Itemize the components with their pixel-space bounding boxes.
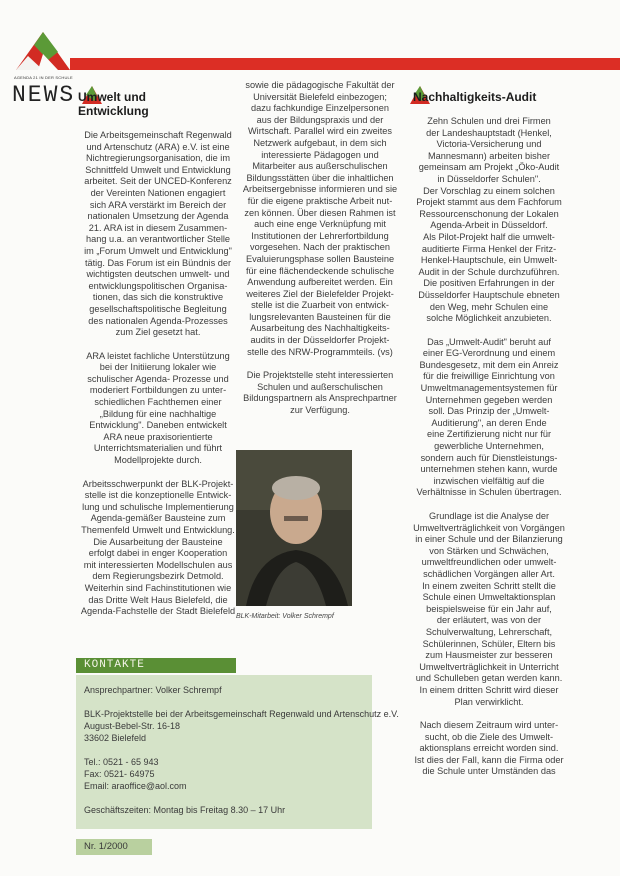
heading-umwelt-entwicklung [78, 90, 149, 118]
paragraph: ARA leistet fachliche Unterstützung bei der Initiierung lokaler wie schulischer Agenda- Prozesse und moderiert Fortbildungen zu unter- schiedlichen Fachthemen einer „Bildung für eine nachhaltige Entwicklung". Daneben entwickelt ARA neue praxisorientierte Unterrichtsmaterialien und führt Modellprojekte durch. [86, 350, 230, 466]
column-middle [240, 80, 400, 429]
portrait-photo [236, 450, 352, 606]
contact-street: August-Bebel-Str. 16-18 [84, 721, 181, 731]
contact-box [76, 675, 399, 829]
column-left [79, 130, 237, 630]
contact-email: Email: araoffice@aol.com [84, 781, 187, 791]
paragraph: Zehn Schulen und drei Firmen der Landeshauptstadt (Henkel, Victoria-Versicherung und Mannesmann) arbeiten bisher gemeinsam am Projekt „Öko-Audit in Düsseldorfer Schulen". Der Vorschlag zu einem solchen Projekt stammt aus dem Fachforum Ressourcenschonung der Lokalen Agenda-Arbeit in Düsseldorf. Als Pilot-Projekt half die umwelt- auditierte Firma Henkel der Fritz- Henkel-Hauptschule, ein Umwelt- Audit in der Schule durchzuführen. Die positiven Erfahrungen in der Düsseldorfer Hauptschule ebneten den Weg, mehr Schulen eine solche Möglichkeit anzubieten. [416, 116, 562, 324]
contact-header-bar [76, 658, 236, 673]
contact-city: 33602 Bielefeld [84, 733, 147, 743]
contact-title: KONTAKTE [84, 659, 145, 671]
column-right [413, 116, 565, 790]
contact-phone: Tel.: 0521 - 65 943 [84, 757, 159, 767]
paragraph: Arbeitsschwerpunkt der BLK-Projekt- stelle ist die konzeptionelle Entwick- lung und schulische Implementierung Agenda-gemäßer Bausteine zum Themenfeld Umwelt und Entwicklung. Die Ausarbeitung der Bausteine erfolgt dabei in enger Kooperation mit interessierten Modellschulen aus dem Regierungsbezirk Detmold. Weiterhin sind Fachinstitutionen wie das Dritte Welt Haus Bielefeld, die Agenda-Fachstelle der Stadt Bielefeld [80, 478, 236, 617]
paragraph: Grundlage ist die Analyse der Umweltverträglichkeit von Vorgängen in einer Schule und der Bilanzierung von Stärken und Schwächen, umweltfreundlichen oder umwelt- schädlichen Vorgängen aller Art. In einem zweiten Schritt stellt die Schule einen Umweltaktionsplan beispielsweise für ein Jahr auf, der erläutert, was von der Schulverwaltung, Lehrerschaft, Schülerinnen, Schüler, Eltern bis zum Hausmeister zur besseren Umweltverträglichkeit in Unterricht und Schulleben getan werden kann. In einem dritten Schritt wird dieser Plan verwirklicht. [413, 511, 565, 707]
logo-caption: AGENDA 21 IN DER SCHULE [14, 75, 73, 80]
paragraph: Die Projektstelle steht interessierten Schulen und außerschulischen Bildungspartnern als Ansprechpartner zur Verfügung. [243, 370, 397, 416]
section-title-news: NEWS [12, 82, 76, 108]
heading-text: Nachhaltigkeits-Audit [413, 90, 537, 104]
heading-text: Umwelt und Entwicklung [78, 90, 149, 118]
paragraph: sowie die pädagogische Fakultät der Universität Bielefeld einbezogen; dazu fachkundige Einzelpersonen aus der Bildungspraxis und der Wirtschaft. Parallel wird ein zweites Netzwerk aufgebaut, in dem sich interessierte Pädagogen und Mitarbeiter aus außerschulischen Bildungsstätten über die inhaltlichen Arbeitsergebnisse informieren und sie für die eigene praktische Arbeit nut- zen können. Über diesen Rahmen ist auch eine enge Verknüpfung mit Institutionen der Lehrerfortbildung vorgesehen. Nach der praktischen Evaluierungsphase sollen Bausteine für eine flächendeckende schulische Anwendung aufbereitet werden. Ein weiteres Ziel der Bielefelder Projekt- stelle ist die Zuarbeit von entwick- lungsrelevanten Bausteinen für die Ausarbeitung des Nachhaltigkeits- audits in der Düsseldorfer Projekt- stelle des NRW-Programmteils. (vs) [242, 80, 398, 357]
photo-caption: BLK-Mitarbeit: Volker Schrempf [236, 613, 334, 620]
paragraph: Nach diesem Zeitraum wird unter- sucht, ob die Ziele des Umwelt- aktionsplans erreicht worden sind. Ist dies der Fall, kann die Firma oder die Schule unter Umständen das [414, 720, 564, 777]
contact-fax: Fax: 0521- 64975 [84, 769, 155, 779]
header-red-bar [70, 58, 620, 70]
contact-person: Ansprechpartner: Volker Schrempf [84, 685, 222, 695]
issue-number: Nr. 1/2000 [84, 841, 128, 852]
agenda21-logo-icon [14, 30, 72, 74]
contact-organization: BLK-Projektstelle bei der Arbeitsgemeinschaft Regenwald und Artenschutz e.V. [84, 709, 399, 719]
issue-number-badge [76, 839, 152, 855]
heading-nachhaltigkeits-audit [410, 90, 536, 104]
paragraph: Das „Umwelt-Audit" beruht auf einer EG-Verordnung und einem Bundesgesetz, mit dem ein Anreiz für die freiwillige Einrichtung von Umweltmanagementsystemen für Unternehmen gegeben werden soll. Das Prinzip der „Umwelt- Auditierung", an deren Ende eine Zertifizierung nicht nur für gewerbliche Unternehmen, sondern auch für Dienstleistungs- unternehmen stehen kann, wurde inzwischen vielfältig auf die Verhältnisse in Schulen übertragen. [416, 336, 562, 498]
contact-hours: Geschäftszeiten: Montag bis Freitag 8.30 – 17 Uhr [84, 805, 286, 815]
paragraph: Die Arbeitsgemeinschaft Regenwald und Artenschutz (ARA) e.V. ist eine Nichtregierungsorganisation, die im Schnittfeld Umwelt und Entwicklung arbeitet. Seit der UNCED-Konferenz der Vereinten Nationen engagiert sich ARA verstärkt im Bereich der nationalen Umsetzung der Agenda 21. ARA ist in diesem Zusammen- hang u.a. an verantwortlicher Stelle im „Forum Umwelt und Entwicklung" tätig. Das Forum ist ein Bündnis der wichtigsten deutschen umwelt- und entwicklungspolitischen Organisa- tionen, das sich die konstruktive gesellschaftspolitische Begleitung des nationalen Agenda-Prozesses zum Ziel gesetzt hat. [84, 130, 232, 338]
